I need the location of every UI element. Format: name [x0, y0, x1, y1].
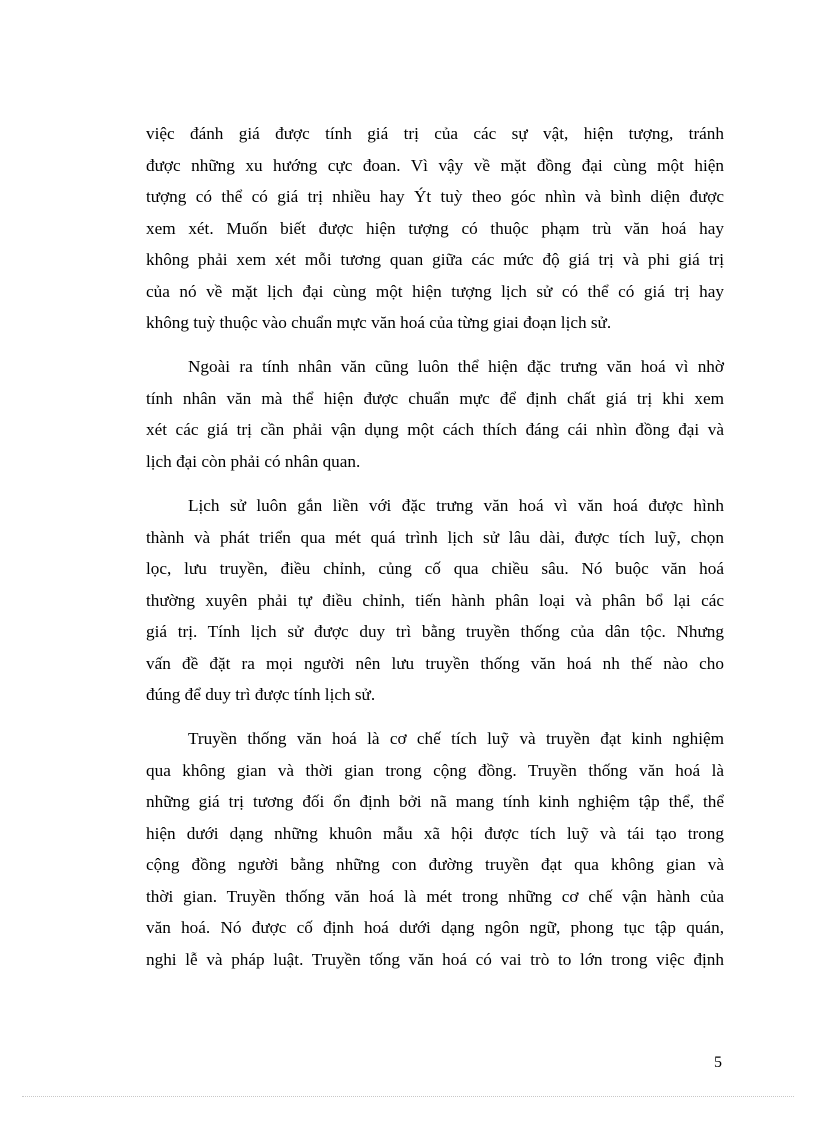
text-line: thời gian. Truyền thống văn hoá là mét trong những cơ chế vận hành của: [146, 886, 724, 906]
text-line: Truyền thống văn hoá là cơ chế tích luỹ và truyền đạt kinh nghiệm: [188, 729, 724, 748]
text-line: nghi lễ và pháp luật. Truyền tống văn hoá có vai trò to lớn trong việc định: [146, 949, 724, 969]
text-line: xem xét. Muốn biết được hiện tượng có thuộc phạm trù văn hoá hay: [146, 218, 724, 238]
text-line: lịch đại còn phải có nhân quan.: [146, 451, 361, 471]
text-line: không tuỳ thuộc vào chuẩn mực văn hoá của từng giai đoạn lịch sử.: [146, 313, 612, 332]
paragraph-2: [146, 351, 724, 477]
text-line: việc đánh giá được tính giá trị của các sự vật, hiện tượng, tránh: [146, 124, 724, 143]
text-line: thường xuyên phải tự điều chỉnh, tiến hành phân loại và phân bổ lại các: [146, 590, 724, 610]
text-line: tính nhân văn mà thể hiện được chuẩn mực để định chất giá trị khi xem: [146, 388, 724, 408]
text-line: qua không gian và thời gian trong cộng đồng. Truyền thống văn hoá là: [146, 760, 724, 780]
paragraph-4: [146, 723, 724, 975]
paragraph-3: [146, 490, 724, 711]
text-line: tượng có thể có giá trị nhiều hay Ýt tuỳ theo góc nhìn và bình diện được: [146, 187, 724, 206]
footer-divider: [22, 1096, 794, 1097]
text-line: xét các giá trị cần phải vận dụng một cách thích đáng cái nhìn đồng đại và: [146, 420, 724, 439]
text-line: Ngoài ra tính nhân văn cũng luôn thể hiện đặc trưng văn hoá vì nhờ: [188, 357, 724, 376]
text-line: lọc, lưu truyền, điều chỉnh, củng cố qua chiều sâu. Nó buộc văn hoá: [146, 559, 724, 578]
text-line: vấn đề đặt ra mọi người nên lưu truyền thống văn hoá nh thế nào cho: [146, 653, 724, 673]
text-line: những giá trị tương đối ổn định bởi nã mang tính kinh nghiệm tập thể, thể: [146, 792, 724, 811]
page-number: 5: [714, 1054, 722, 1071]
text-line: của nó về mặt lịch đại cùng một hiện tượng lịch sử có thể có giá trị hay: [146, 281, 724, 301]
paragraph-1: [146, 118, 724, 339]
text-line: được những xu hướng cực đoan. Vì vậy về mặt đồng đại cùng một hiện: [146, 155, 724, 175]
text-line: giá trị. Tính lịch sử được duy trì bằng truyền thống của dân tộc. Nhưng: [146, 622, 724, 641]
text-line: đúng để duy trì được tính lịch sử.: [146, 685, 376, 704]
text-line: cộng đồng người bằng những con đường truyền đạt qua không gian và: [146, 855, 724, 874]
text-line: không phải xem xét mỗi tương quan giữa các mức độ giá trị và phi giá trị: [146, 250, 724, 269]
text-line: hiện dưới dạng những khuôn mẫu xã hội được tích luỹ và tái tạo trong: [146, 823, 724, 843]
text-line: thành và phát triển qua mét quá trình lịch sử lâu dài, được tích luỹ, chọn: [146, 527, 724, 547]
text-line: Lịch sử luôn gắn liền với đặc trưng văn hoá vì văn hoá được hình: [188, 496, 724, 515]
text-line: văn hoá. Nó được cố định hoá dưới dạng ngôn ngữ, phong tục tập quán,: [146, 918, 724, 937]
